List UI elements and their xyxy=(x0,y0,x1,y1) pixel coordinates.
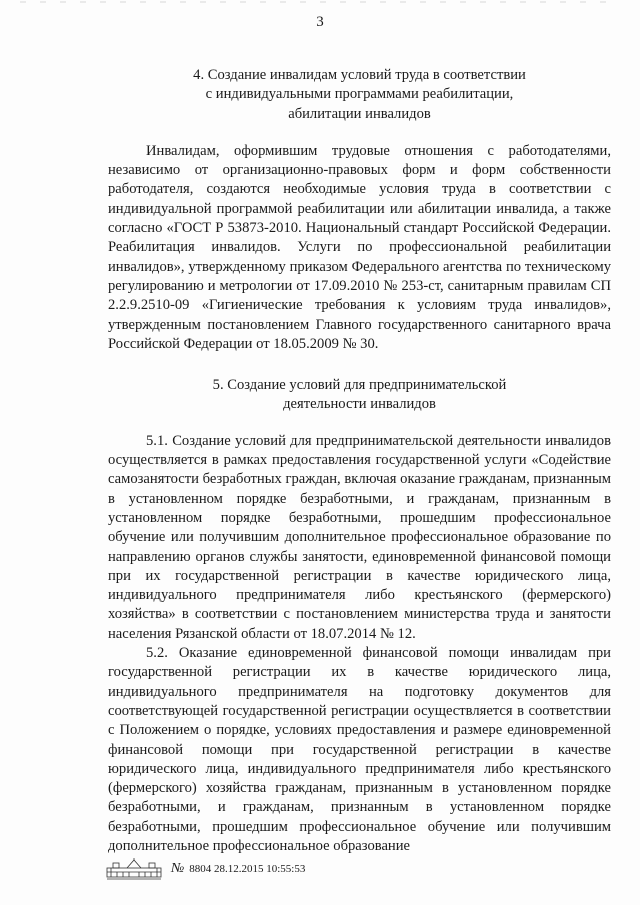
section-5-heading-line: 5. Создание условий для предпринимательской xyxy=(212,377,507,394)
registration-number-datetime: 8804 28.12.2015 10:55:53 xyxy=(189,863,306,875)
section-4-heading-line: 4. Создание инвалидам условий труда в соответствии xyxy=(193,67,526,83)
section-5-heading-line: деятельности инвалидов xyxy=(283,396,436,413)
section-5-heading xyxy=(108,376,611,415)
page-number: 3 xyxy=(316,14,324,30)
document-body xyxy=(108,66,611,856)
number-sign: № xyxy=(171,861,185,876)
registration-stamp xyxy=(105,858,305,880)
kremlin-building-icon xyxy=(105,858,163,880)
section-4-heading-line: абилитации инвалидов xyxy=(288,105,431,122)
section-5-2-paragraph: 5.2. Оказание единовременной финансовой помощи инвалидам при государственной регистрации их в качестве юридического лица, индивидуального предпринимателя на подготовку документов для соответствующей государственной регистрации осуществляется в соответствии с Положением о порядке, условиях предоставления и размере единовременной финансовой помощи при государственной регистрации в качестве юридического лица, индивидуального предпринимателя либо крестьянского (фермерского) хозяйства гражданам, признанным в установленном порядке безработными, и гражданам, признанным в установленном порядке безработными, прошедшим профессиональное обучение или получившим дополнительное профессиональное образование xyxy=(108,645,611,854)
registration-stamp-text xyxy=(171,861,305,877)
section-5-1-paragraph: 5.1. Создание условий для предпринимательской деятельности инвалидов осуществляется в рамках предоставления государственной услуги «Содействие самозанятости безработных граждан, включая оказание гражданам, признанным в установленном порядке безработными, и гражданам, признанным в установленном порядке безработными, прошедшим профессиональное обучение или получившим дополнительное профессиональное образование по направлению органов службы занятости, единовременной финансовой помощи при их государственной регистрации в качестве юридического лица, индивидуального предпринимателя либо крестьянского (фермерского) хозяйства» в соответствии с постановлением министерства труда и занятости населения Рязанской области от 18.07.2014 № 12. xyxy=(108,432,611,642)
section-4-heading-line: с индивидуальными программами реабилитации, xyxy=(205,86,514,103)
scan-artifacts xyxy=(0,0,640,10)
section-4-heading xyxy=(108,66,611,124)
section-4-paragraph: Инвалидам, оформившим трудовые отношения с работодателями, независимо от организационно-правовых форм и форм собственности работодателя, создаются необходимые условия труда в соответствии с индивидуальной программой реабилитации или абилитации инвалида, а также согласно «ГОСТ Р 53873-2010. Национальный стандарт Российской Федерации. Реабилитация инвалидов. Услуги по профессиональной реабилитации инвалидов», утвержденному приказом Федерального агентства по техническому регулированию и метрологии от 17.09.2010 № 253-ст, санитарным правилам СП 2.2.9.2510-09 «Гигиенические требования к условиям труда инвалидов», утвержденным постановлением Главного государственного санитарного врача Российской Федерации от 18.05.2009 № 30. xyxy=(108,142,611,352)
